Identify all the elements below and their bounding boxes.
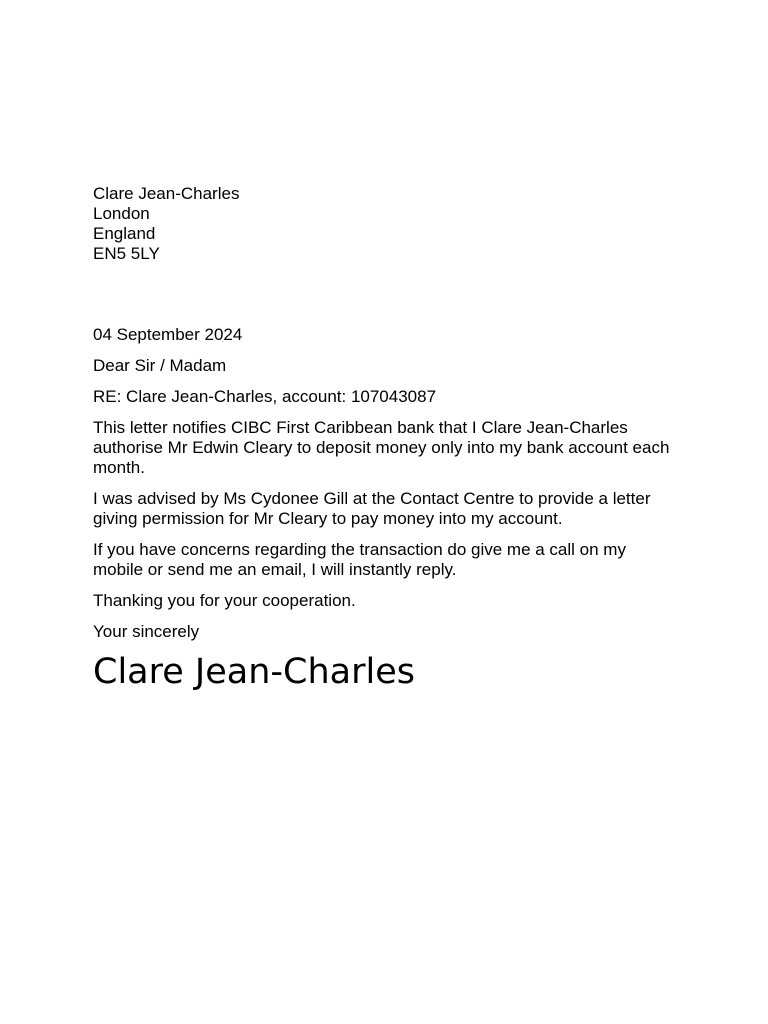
sender-name: Clare Jean-Charles	[93, 184, 240, 203]
body-paragraph-advice: I was advised by Ms Cydonee Gill at the Contact Centre to provide a letter giving permission for Mr Cleary to pay money into my account.	[93, 489, 651, 528]
thanks-line: Thanking you for your cooperation.	[93, 591, 356, 610]
body-paragraph-notification: This letter notifies CIBC First Caribbean bank that I Clare Jean-Charles authorise Mr Edwin Cleary to deposit money only into my bank account each month.	[93, 418, 670, 477]
sender-city: London	[93, 204, 150, 223]
signature: Clare Jean-Charles	[93, 652, 415, 692]
letter-date: 04 September 2024	[93, 325, 243, 344]
reference-line: RE: Clare Jean-Charles, account: 107043087	[93, 387, 437, 406]
letter	[93, 184, 673, 693]
sender-postcode: EN5 5LY	[93, 244, 160, 263]
sender-country: England	[93, 224, 156, 243]
sender-address	[93, 184, 673, 264]
closing-line: Your sincerely	[93, 622, 200, 641]
body-paragraph-contact: If you have concerns regarding the transaction do give me a call on my mobile or send me an email, I will instantly reply.	[93, 540, 626, 579]
salutation: Dear Sir / Madam	[93, 356, 227, 375]
